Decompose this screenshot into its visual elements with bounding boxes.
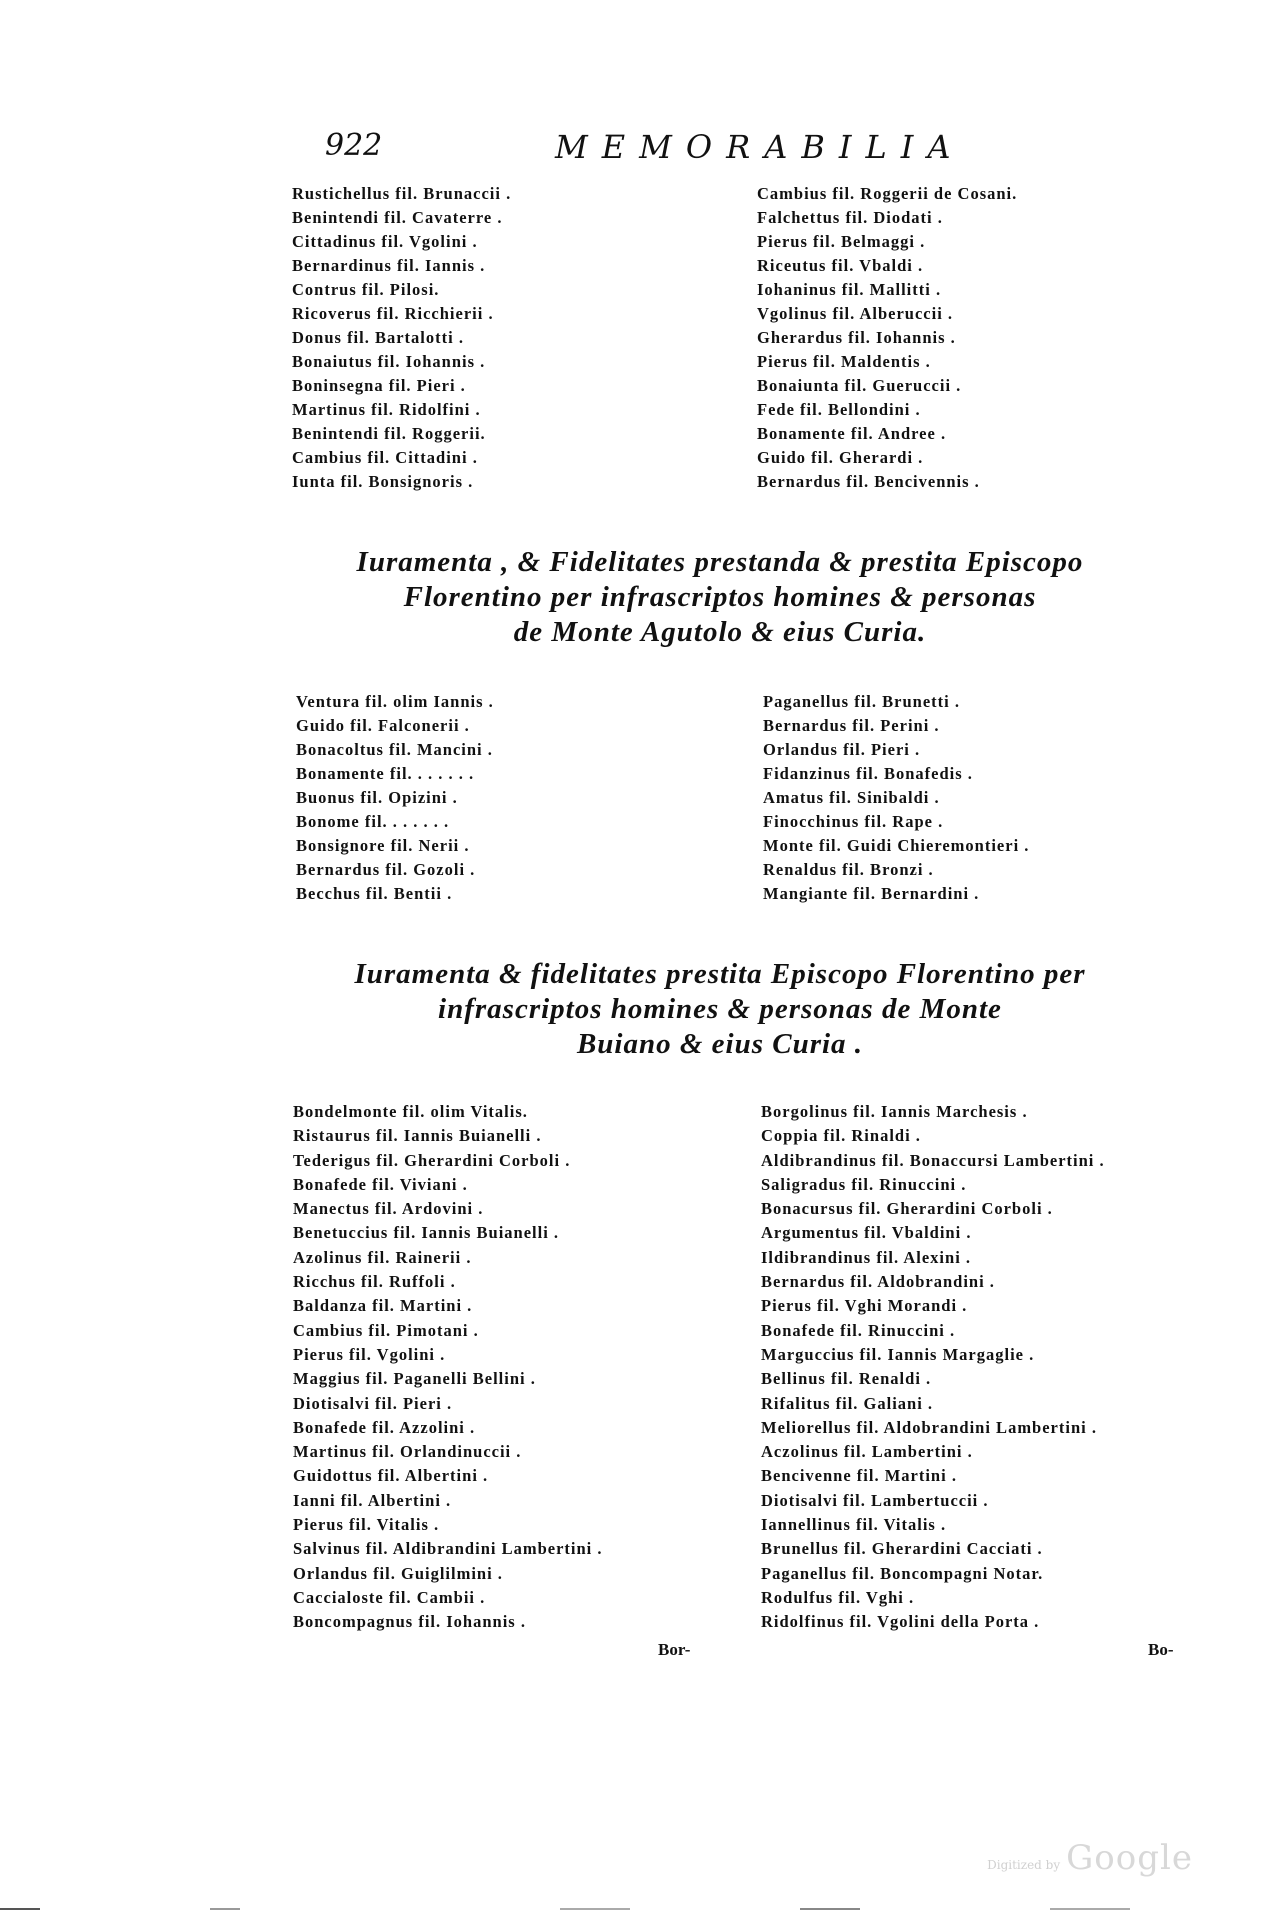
- list-item: Bonacursus fil. Gherardini Corboli .: [761, 1199, 1053, 1219]
- list-item: Riceutus fil. Vbaldi .: [757, 256, 924, 275]
- list-item: Boncompagnus fil. Iohannis .: [293, 1612, 526, 1632]
- watermark-small-text: Digitized by: [987, 1858, 1061, 1872]
- list-item: Ianni fil. Albertini .: [293, 1490, 452, 1510]
- list-item: Caccialoste fil. Cambii .: [293, 1587, 486, 1607]
- list-item: Mangiante fil. Bernardini .: [763, 884, 980, 903]
- list-item: Ridolfinus fil. Vgolini della Porta .: [761, 1612, 1040, 1632]
- section1-left-column: [292, 182, 757, 494]
- list-item: Bernardinus fil. Iannis .: [292, 256, 486, 275]
- list-item: Ildibrandinus fil. Alexini .: [761, 1247, 972, 1267]
- list-item: Salvinus fil. Aldibrandini Lambertini .: [293, 1539, 603, 1559]
- list-item: Tederigus fil. Gherardini Corboli .: [293, 1150, 571, 1170]
- list-item: Pierus fil. Vghi Morandi .: [761, 1296, 968, 1316]
- list-item: Ricchus fil. Ruffoli .: [293, 1272, 456, 1292]
- section1-lists: [292, 182, 1017, 494]
- list-item: Cambius fil. Pimotani .: [293, 1320, 479, 1340]
- list-item: Contrus fil. Pilosi.: [292, 280, 440, 299]
- list-item: Manectus fil. Ardovini .: [293, 1199, 484, 1219]
- list-item: Bellinus fil. Renaldi .: [761, 1369, 932, 1389]
- list-item: Pierus fil. Belmaggi .: [757, 232, 926, 251]
- list-item: Fede fil. Bellondini .: [757, 400, 921, 419]
- list-item: Orlandus fil. Pieri .: [763, 740, 921, 759]
- list-item: Aczolinus fil. Lambertini .: [761, 1442, 973, 1462]
- list-item: Rifalitus fil. Galiani .: [761, 1393, 934, 1413]
- watermark-brand: Google: [1066, 1838, 1193, 1878]
- catchword-left: Bor-: [658, 1640, 691, 1659]
- scan-edge-mark: [210, 1908, 240, 1910]
- list-item: Falchettus fil. Diodati .: [757, 208, 943, 227]
- heading-line: infrascriptos homines & personas de Monte: [438, 993, 1002, 1025]
- running-title: MEMORABILIA: [555, 128, 965, 166]
- list-item: Iannellinus fil. Vitalis .: [761, 1515, 947, 1535]
- section2-right-column: [763, 690, 1029, 906]
- list-item: Bonsignore fil. Nerii .: [296, 836, 470, 855]
- heading-line: de Monte Agutolo & eius Curia.: [513, 616, 927, 648]
- list-item: Bonacoltus fil. Mancini .: [296, 740, 493, 759]
- list-item: Cambius fil. Cittadini .: [292, 448, 478, 467]
- list-item: Rustichellus fil. Brunaccii .: [292, 184, 512, 203]
- list-item: Martinus fil. Orlandinuccii .: [293, 1442, 522, 1462]
- list-item: Pierus fil. Vitalis .: [293, 1515, 440, 1535]
- list-item: Guido fil. Gherardi .: [757, 448, 924, 467]
- scan-watermark: [987, 1838, 1193, 1878]
- list-item: Finocchinus fil. Rape .: [763, 812, 944, 831]
- list-item: Borgolinus fil. Iannis Marchesis .: [761, 1102, 1028, 1121]
- list-item: Pierus fil. Maldentis .: [757, 352, 931, 371]
- list-item: Bencivenne fil. Martini .: [761, 1466, 957, 1486]
- list-item: Guidottus fil. Albertini .: [293, 1466, 489, 1486]
- list-item: Bonaiunta fil. Gueruccii .: [757, 376, 962, 395]
- list-item: Bonamente fil. Andree .: [757, 424, 947, 443]
- list-item: Iohaninus fil. Mallitti .: [757, 280, 942, 299]
- list-item: Ristaurus fil. Iannis Buianelli .: [293, 1126, 542, 1146]
- page-number: 922: [325, 128, 383, 163]
- scan-edge-mark: [560, 1908, 630, 1910]
- list-item: Benintendi fil. Cavaterre .: [292, 208, 503, 227]
- list-item: Martinus fil. Ridolfini .: [292, 400, 481, 419]
- catchword-right: Bo-: [1148, 1640, 1174, 1659]
- heading-line: Buiano & eius Curia .: [576, 1028, 864, 1060]
- heading-line: Iuramenta & fidelitates prestita Episcopo Florentino per: [354, 958, 1086, 990]
- list-item: Diotisalvi fil. Lambertuccii .: [761, 1490, 989, 1510]
- heading-line: Florentino per infrascriptos homines & personas: [403, 581, 1037, 613]
- scan-edge-mark: [0, 1908, 40, 1910]
- section3-heading: [300, 957, 1140, 1062]
- list-item: Aldibrandinus fil. Bonaccursi Lambertini .: [761, 1150, 1105, 1170]
- section2-lists: [296, 690, 1029, 906]
- list-item: Pierus fil. Vgolini .: [293, 1344, 446, 1364]
- section2-left-column: [296, 690, 763, 906]
- list-item: Bernardus fil. Bencivennis .: [757, 472, 980, 491]
- list-item: Cambius fil. Roggerii de Cosani.: [757, 184, 1018, 203]
- list-item: Paganellus fil. Boncompagni Notar.: [761, 1563, 1044, 1583]
- list-item: Amatus fil. Sinibaldi .: [763, 788, 940, 807]
- list-item: Buonus fil. Opizini .: [296, 788, 458, 807]
- list-item: Saligradus fil. Rinuccini .: [761, 1174, 967, 1194]
- list-item: Ricoverus fil. Ricchierii .: [292, 304, 494, 323]
- section2-heading: [300, 545, 1140, 650]
- list-item: Bonamente fil. . . . . . .: [296, 764, 475, 783]
- list-item: Paganellus fil. Brunetti .: [763, 692, 960, 711]
- list-item: Becchus fil. Bentii .: [296, 884, 453, 903]
- list-item: Bernardus fil. Perini .: [763, 716, 940, 735]
- list-item: Gherardus fil. Iohannis .: [757, 328, 956, 347]
- list-item: Bonome fil. . . . . . .: [296, 812, 450, 831]
- list-item: Iunta fil. Bonsignoris .: [292, 472, 474, 491]
- section3-lists: [293, 1100, 1105, 1635]
- page-header: [325, 128, 965, 168]
- list-item: Brunellus fil. Gherardini Cacciati .: [761, 1539, 1043, 1559]
- list-item: Donus fil. Bartalotti .: [292, 328, 464, 347]
- scan-edge-mark: [800, 1908, 860, 1910]
- list-item: Bonafede fil. Rinuccini .: [761, 1320, 956, 1340]
- list-item: Diotisalvi fil. Pieri .: [293, 1393, 453, 1413]
- list-item: Ventura fil. olim Iannis .: [296, 692, 494, 711]
- list-item: Marguccius fil. Iannis Margaglie .: [761, 1344, 1035, 1364]
- list-item: Argumentus fil. Vbaldini .: [761, 1223, 972, 1243]
- list-item: Bondelmonte fil. olim Vitalis.: [293, 1102, 528, 1121]
- list-item: Bonafede fil. Azzolini .: [293, 1417, 476, 1437]
- list-item: Renaldus fil. Bronzi .: [763, 860, 934, 879]
- list-item: Monte fil. Guidi Chieremontieri .: [763, 836, 1030, 855]
- list-item: Bernardus fil. Aldobrandini .: [761, 1272, 995, 1292]
- list-item: Guido fil. Falconerii .: [296, 716, 470, 735]
- list-item: Bonafede fil. Viviani .: [293, 1174, 468, 1194]
- list-item: Baldanza fil. Martini .: [293, 1296, 473, 1316]
- list-item: Vgolinus fil. Alberuccii .: [757, 304, 954, 323]
- list-item: Meliorellus fil. Aldobrandini Lambertini .: [761, 1417, 1097, 1437]
- list-item: Fidanzinus fil. Bonafedis .: [763, 764, 973, 783]
- heading-line: Iuramenta , & Fidelitates prestanda & prestita Episcopo: [356, 546, 1084, 578]
- section3-right-column: [761, 1100, 1105, 1635]
- list-item: Orlandus fil. Guiglilmini .: [293, 1563, 503, 1583]
- section3-left-column: [293, 1100, 761, 1635]
- list-item: Rodulfus fil. Vghi .: [761, 1587, 915, 1607]
- list-item: Maggius fil. Paganelli Bellini .: [293, 1369, 536, 1389]
- list-item: Coppia fil. Rinaldi .: [761, 1126, 921, 1146]
- list-item: Cittadinus fil. Vgolini .: [292, 232, 478, 251]
- list-item: Azolinus fil. Rainerii .: [293, 1247, 472, 1267]
- list-item: Benintendi fil. Roggerii.: [292, 424, 486, 443]
- section1-right-column: [757, 182, 1017, 494]
- list-item: Bernardus fil. Gozoli .: [296, 860, 476, 879]
- list-item: Benetuccius fil. Iannis Buianelli .: [293, 1223, 560, 1243]
- list-item: Bonaiutus fil. Iohannis .: [292, 352, 486, 371]
- scan-edge-mark: [1050, 1908, 1130, 1910]
- list-item: Boninsegna fil. Pieri .: [292, 376, 466, 395]
